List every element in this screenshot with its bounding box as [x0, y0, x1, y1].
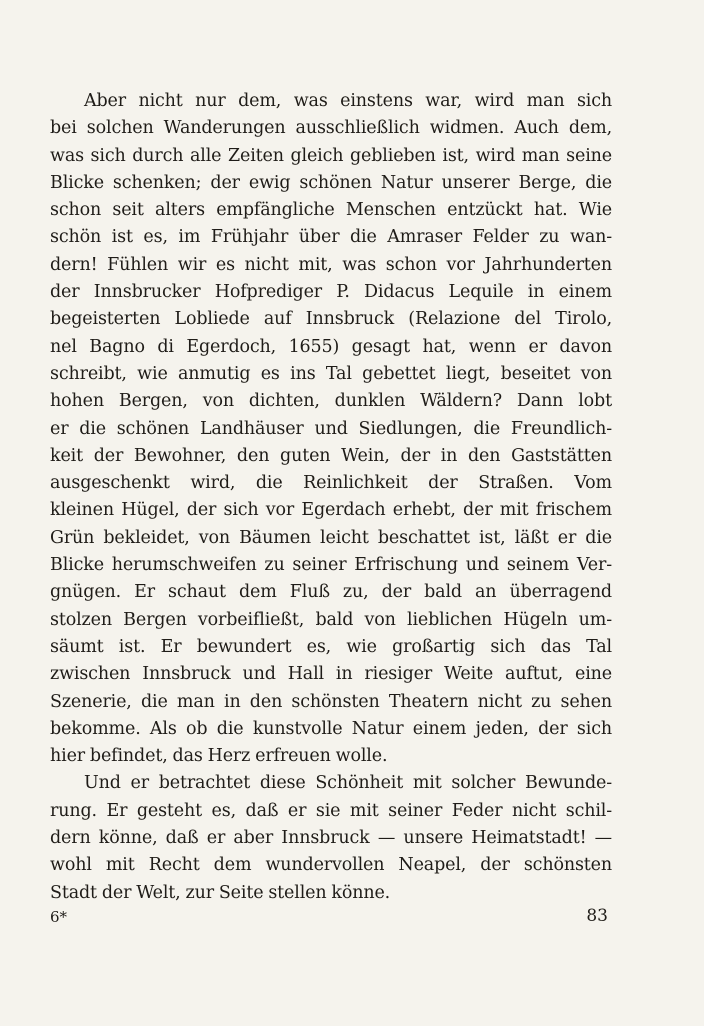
text-line: Und er betrachtet diese Schönheit mit solcher Bewunde-: [84, 773, 612, 794]
text-line: zwischen Innsbruck und Hall in riesiger Weite auftut, eine: [50, 664, 612, 685]
text-line: Grün bekleidet, von Bäumen leicht beschattet ist, läßt er die: [50, 527, 612, 548]
text-line: keit der Bewohner, den guten Wein, der in den Gaststätten: [50, 445, 612, 466]
page-number: 83: [586, 906, 608, 926]
text-line: hier befindet, das Herz erfreuen wolle.: [50, 746, 388, 767]
body-text: [50, 88, 612, 907]
text-line: begeisterten Lobliede auf Innsbruck (Relazione del Tirolo,: [50, 309, 612, 330]
text-line: stolzen Bergen vorbeifließt, bald von lieblichen Hügeln um-: [50, 609, 612, 630]
text-line: wohl mit Recht dem wundervollen Neapel, der schönsten: [50, 855, 612, 876]
text-line: rung. Er gesteht es, daß er sie mit seiner Feder nicht schil-: [50, 800, 612, 821]
text-line: Stadt der Welt, zur Seite stellen könne.: [50, 882, 391, 903]
paragraph-1: [50, 88, 612, 770]
text-line: hohen Bergen, von dichten, dunklen Wäldern? Dann lobt: [50, 391, 612, 412]
text-line: dern könne, daß er aber Innsbruck — unsere Heimatstadt! —: [50, 828, 612, 849]
text-line: Aber nicht nur dem, was einstens war, wird man sich: [84, 91, 612, 111]
text-line: ausgeschenkt wird, die Reinlichkeit der Straßen. Vom: [50, 473, 612, 494]
text-line: gnügen. Er schaut dem Fluß zu, der bald an überragend: [50, 582, 612, 603]
text-line: nel Bagno di Egerdoch, 1655) gesagt hat, wenn er davon: [50, 336, 612, 357]
text-line: Blicke schenken; der ewig schönen Natur unserer Berge, die: [50, 172, 612, 193]
text-line: bei solchen Wanderungen ausschließlich widmen. Auch dem,: [50, 118, 612, 139]
text-line: bekomme. Als ob die kunstvolle Natur einem jeden, der sich: [50, 718, 612, 739]
text-line: was sich durch alle Zeiten gleich geblieben ist, wird man seine: [50, 145, 612, 166]
paragraph-2: [50, 770, 612, 906]
text-line: der Innsbrucker Hofprediger P. Didacus Lequile in einem: [50, 282, 612, 303]
text-line: schreibt, wie anmutig es ins Tal gebettet liegt, beseitet von: [50, 363, 612, 384]
text-line: säumt ist. Er bewundert es, wie großartig sich das Tal: [50, 636, 612, 657]
signature-mark: 6*: [50, 908, 68, 926]
text-line: dern! Fühlen wir es nicht mit, was schon vor Jahrhunderten: [50, 254, 612, 275]
text-line: schön ist es, im Frühjahr über die Amraser Felder zu wan-: [50, 227, 612, 248]
text-line: kleinen Hügel, der sich vor Egerdach erhebt, der mit frischem: [50, 500, 612, 521]
text-line: schon seit alters empfängliche Menschen entzückt hat. Wie: [50, 200, 612, 221]
text-line: Szenerie, die man in den schönsten Theatern nicht zu sehen: [50, 691, 612, 712]
text-line: er die schönen Landhäuser und Siedlungen, die Freundlich-: [50, 418, 612, 439]
text-line: Blicke herumschweifen zu seiner Erfrischung und seinem Ver-: [50, 555, 612, 576]
